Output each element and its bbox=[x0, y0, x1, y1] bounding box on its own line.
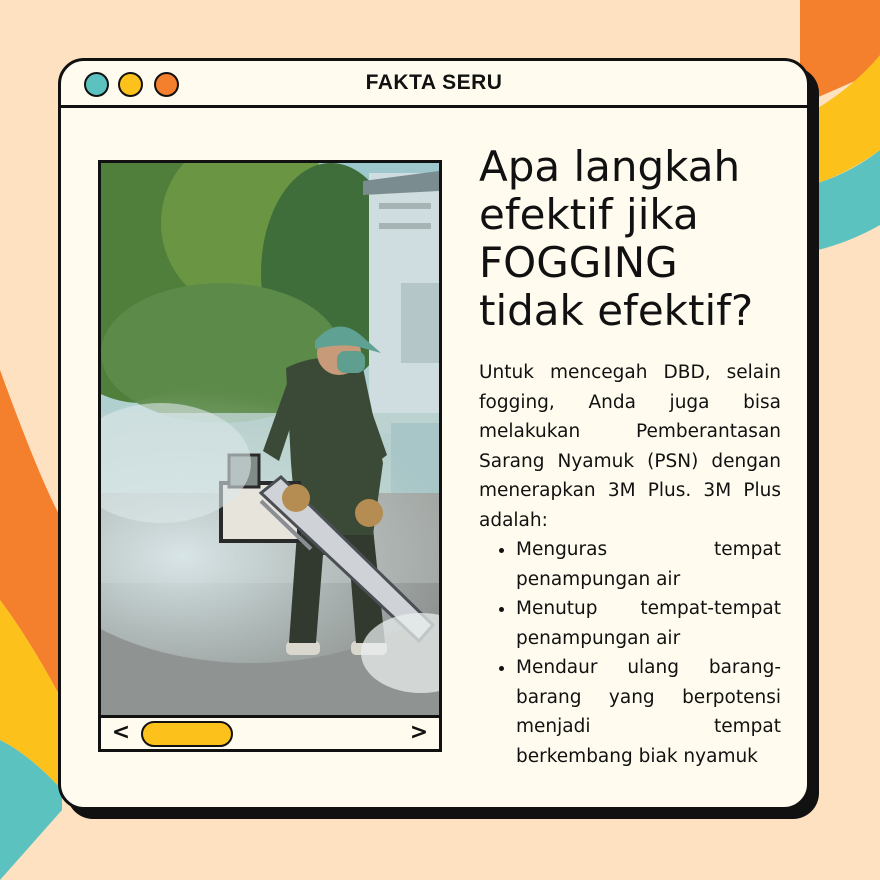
chevron-left-icon[interactable]: < bbox=[111, 720, 131, 745]
fogging-worker-photo bbox=[101, 163, 439, 716]
scrollbar-thumb[interactable] bbox=[141, 721, 233, 747]
fakta-seru-window bbox=[58, 58, 810, 810]
window-title: FAKTA SERU bbox=[365, 71, 503, 94]
image-gallery bbox=[98, 160, 442, 752]
bullet-list bbox=[479, 535, 781, 771]
chevron-right-icon[interactable]: > bbox=[409, 720, 429, 745]
window-titlebar bbox=[61, 61, 807, 108]
bullet-item: • Menutup tempat-tempat penampungan air bbox=[516, 594, 781, 653]
gallery-scrollbar[interactable] bbox=[101, 715, 439, 749]
bullet-item: • Menguras tempat penampungan air bbox=[516, 535, 781, 594]
article-heading: Apa langkah efektif jika FOGGING tidak efektif? bbox=[479, 142, 754, 335]
article-intro: Untuk mencegah DBD, selain fogging, Anda juga bisa melakukan Pemberantasan Sarang Nyamuk (PSN) dengan menerapkan 3M Plus. 3M Plus adalah: bbox=[479, 362, 781, 531]
bullet-item: • Mendaur ulang barang-barang yang berpotensi menjadi tempat berkembang biak nyamuk bbox=[516, 653, 781, 771]
article-body bbox=[479, 358, 781, 771]
